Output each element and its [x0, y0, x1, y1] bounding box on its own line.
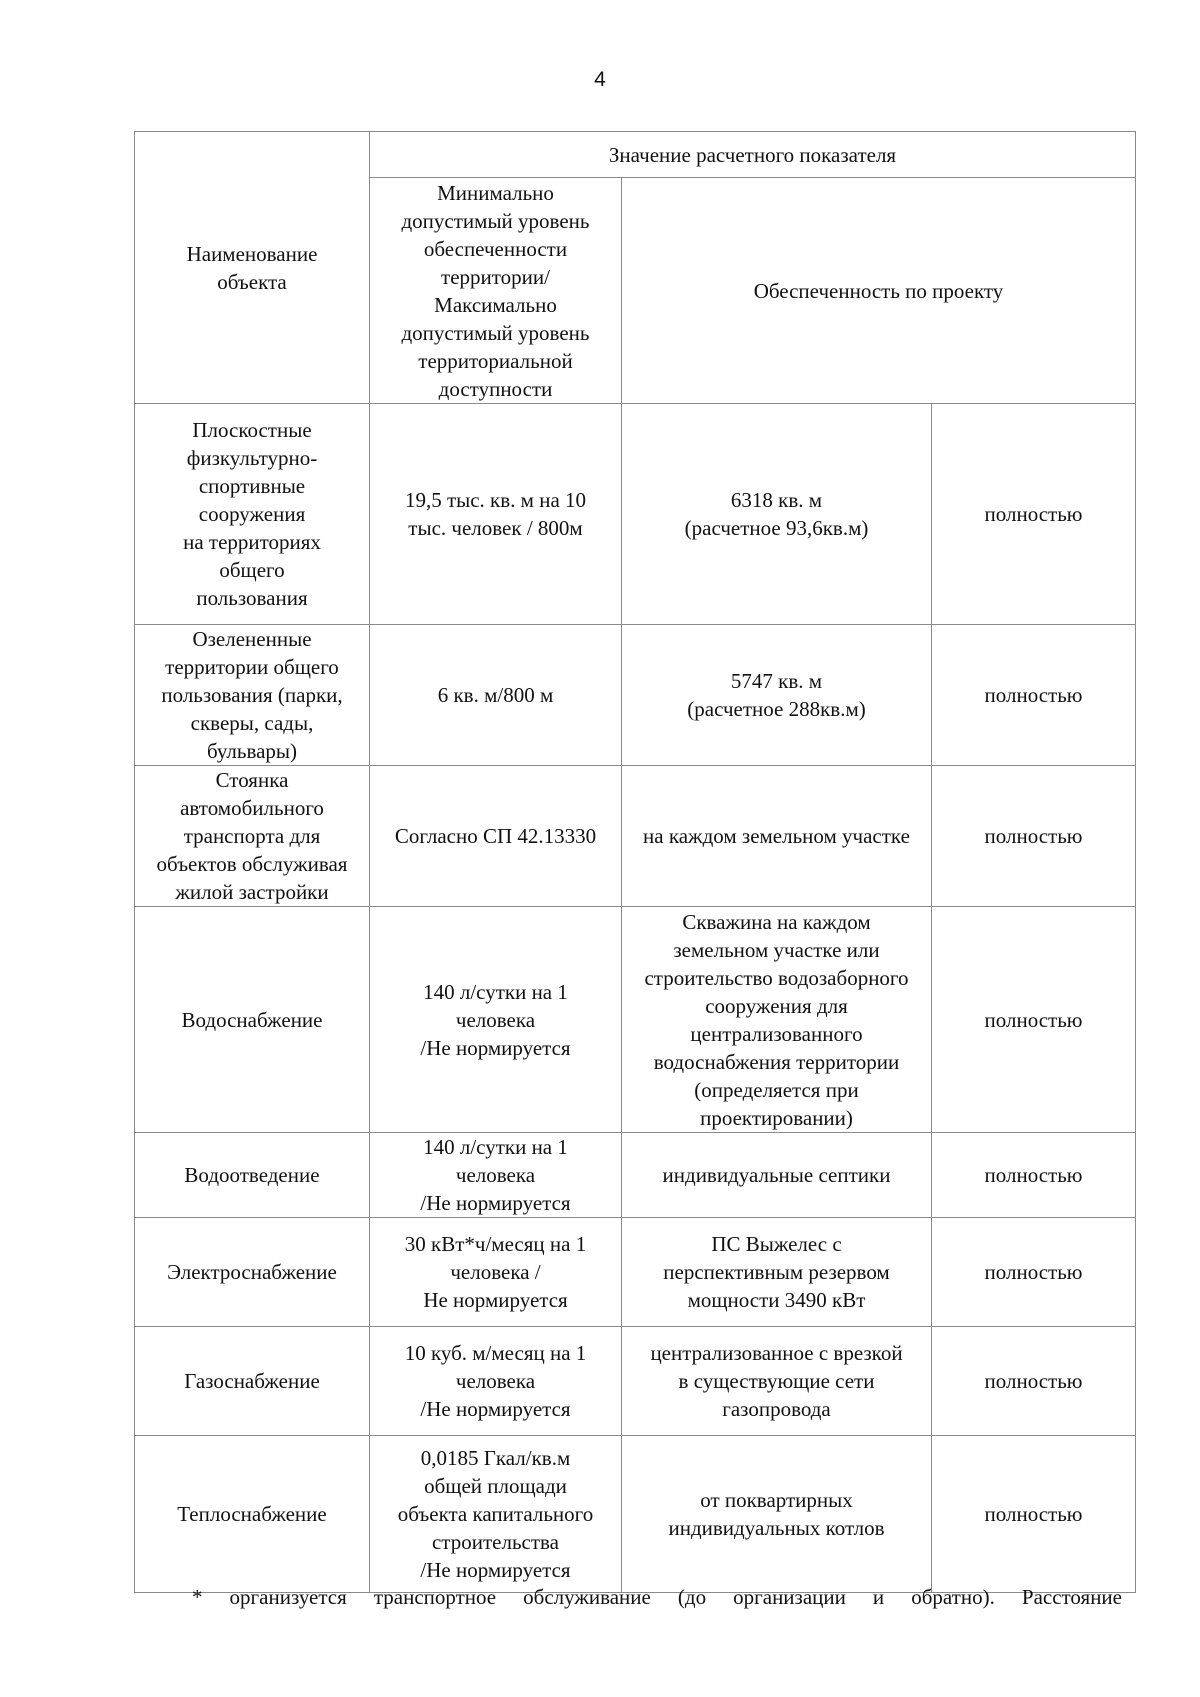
- header-name-cell: Наименование объекта: [135, 132, 370, 404]
- row-name-cell: Водоснабжение: [135, 907, 370, 1133]
- row-name-cell: Электроснабжение: [135, 1218, 370, 1327]
- table-row: [135, 625, 1136, 766]
- table-row: [135, 1218, 1136, 1327]
- row-status-cell: полностью: [932, 625, 1136, 766]
- header-group-cell: Значение расчетного показателя: [370, 132, 1136, 178]
- row-status-cell: полностью: [932, 1133, 1136, 1218]
- row-project-cell: централизованное с врезкой в существующие сети газопровода: [622, 1327, 932, 1436]
- table-row: [135, 1327, 1136, 1436]
- row-name-cell: Теплоснабжение: [135, 1436, 370, 1593]
- row-name-cell: Стоянка автомобильного транспорта для объектов обслуживая жилой застройки: [135, 766, 370, 907]
- row-status-cell: полностью: [932, 1327, 1136, 1436]
- row-name-cell: Плоскостные физкультурно- спортивные сооружения на территориях общего пользования: [135, 404, 370, 625]
- row-norm-cell: 6 кв. м/800 м: [370, 625, 622, 766]
- table-row: [135, 766, 1136, 907]
- row-norm-cell: Согласно СП 42.13330: [370, 766, 622, 907]
- row-norm-cell: 30 кВт*ч/месяц на 1 человека / Не нормируется: [370, 1218, 622, 1327]
- header-row-1: [135, 132, 1136, 178]
- header-min-level-cell: Минимально допустимый уровень обеспеченности территории/ Максимально допустимый уровень территориальной доступности: [370, 178, 622, 404]
- row-project-cell: 6318 кв. м (расчетное 93,6кв.м): [622, 404, 932, 625]
- header-provision-cell: Обеспеченность по проекту: [622, 178, 1136, 404]
- row-status-cell: полностью: [932, 1218, 1136, 1327]
- table-row: [135, 404, 1136, 625]
- row-name-cell: Газоснабжение: [135, 1327, 370, 1436]
- row-project-cell: на каждом земельном участке: [622, 766, 932, 907]
- row-name-cell: Водоотведение: [135, 1133, 370, 1218]
- norms-table: [134, 131, 1136, 1593]
- row-status-cell: полностью: [932, 907, 1136, 1133]
- row-norm-cell: 10 куб. м/месяц на 1 человека /Не нормируется: [370, 1327, 622, 1436]
- row-norm-cell: 140 л/сутки на 1 человека /Не нормируется: [370, 1133, 622, 1218]
- row-name-cell: Озелененные территории общего пользования (парки, скверы, сады, бульвары): [135, 625, 370, 766]
- table-row: [135, 1436, 1136, 1593]
- row-project-cell: 5747 кв. м (расчетное 288кв.м): [622, 625, 932, 766]
- row-project-cell: индивидуальные септики: [622, 1133, 932, 1218]
- table-row: [135, 907, 1136, 1133]
- row-project-cell: Скважина на каждом земельном участке или строительство водозаборного сооружения для централизованного водоснабжения территории (определяется при проектировании): [622, 907, 932, 1133]
- footnote: * организуется транспортное обслуживание (до организации и обратно). Расстояние: [192, 1585, 1122, 1609]
- row-status-cell: полностью: [932, 404, 1136, 625]
- row-norm-cell: 19,5 тыс. кв. м на 10 тыс. человек / 800м: [370, 404, 622, 625]
- table-row: [135, 1133, 1136, 1218]
- row-status-cell: полностью: [932, 766, 1136, 907]
- page-number: 4: [594, 68, 606, 91]
- row-norm-cell: 140 л/сутки на 1 человека /Не нормируется: [370, 907, 622, 1133]
- row-norm-cell: 0,0185 Гкал/кв.м общей площади объекта капитального строительства /Не нормируется: [370, 1436, 622, 1593]
- row-status-cell: полностью: [932, 1436, 1136, 1593]
- row-project-cell: ПС Выжелес с перспективным резервом мощности 3490 кВт: [622, 1218, 932, 1327]
- row-project-cell: от поквартирных индивидуальных котлов: [622, 1436, 932, 1593]
